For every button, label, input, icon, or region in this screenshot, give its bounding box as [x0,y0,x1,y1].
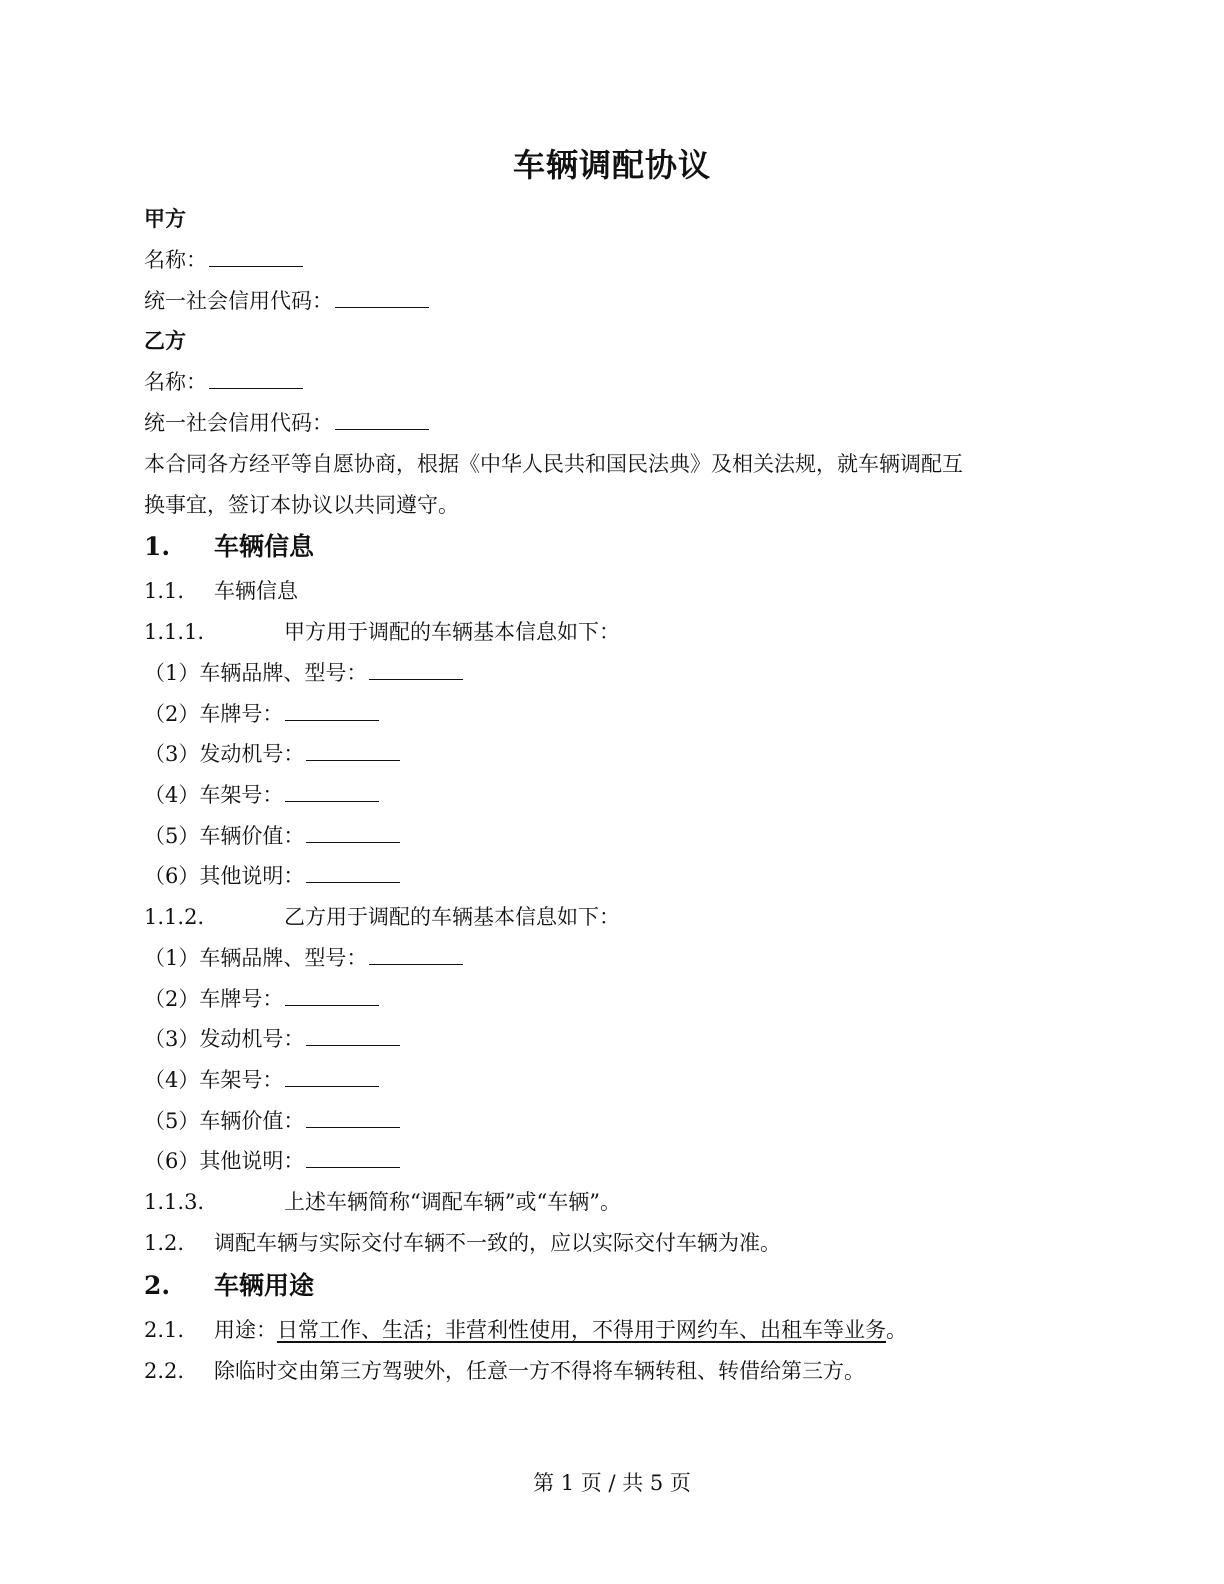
clause-1-1-number: 1.1. [144,579,185,603]
a-item-2 [144,699,379,729]
clause-1-1 [144,576,298,606]
section-2-number: 2. [144,1271,171,1300]
a-item-2-blank[interactable] [285,702,379,721]
b-item-3 [144,1024,400,1054]
b-item-1-blank[interactable] [369,946,463,965]
clause-1-1-3 [144,1187,621,1217]
b-item-6 [144,1146,400,1176]
b-item-2 [144,984,379,1014]
intro-line-1: 本合同各方经平等自愿协商，根据《中华人民共和国民法典》及相关法规，就车辆调配互 [144,452,963,476]
section-1-number: 1. [144,532,171,561]
b-item-4-blank[interactable] [285,1068,379,1087]
a-item-4-blank[interactable] [285,783,379,802]
a-item-2-label: （2）车牌号： [144,702,284,726]
clause-1-1-text: 车辆信息 [214,579,298,603]
document-title: 车辆调配协议 [512,146,711,184]
clause-1-1-3-text: 上述车辆简称“调配车辆”或“车辆”。 [284,1190,621,1214]
party-a-credit-blank[interactable] [335,289,429,308]
a-item-5 [144,821,400,851]
b-item-2-label: （2）车牌号： [144,987,284,1011]
party-a-name-blank[interactable] [209,248,303,267]
clause-2-1 [144,1315,907,1345]
b-item-3-blank[interactable] [306,1027,400,1046]
clause-2-2-text: 除临时交由第三方驾驶外，任意一方不得将车辆转租、转借给第三方。 [214,1359,865,1383]
clause-1-1-2 [144,902,620,932]
clause-2-2-number: 2.2. [144,1359,185,1383]
a-item-3-label: （3）发动机号： [144,742,305,766]
a-item-6-blank[interactable] [306,864,400,883]
b-item-4 [144,1065,379,1095]
b-item-6-blank[interactable] [306,1149,400,1168]
a-item-4 [144,780,379,810]
a-item-1-label: （1）车辆品牌、型号： [144,661,368,685]
a-item-4-label: （4）车架号： [144,783,284,807]
a-item-5-blank[interactable] [306,824,400,843]
b-item-5-label: （5）车辆价值： [144,1109,305,1133]
party-b-name-label: 名称： [144,370,207,394]
b-item-1 [144,943,463,973]
clause-1-2 [144,1228,781,1258]
a-item-1-blank[interactable] [369,661,463,680]
clause-1-1-1-number: 1.1.1. [144,620,205,644]
party-a-heading: 甲方 [144,206,186,231]
b-item-1-label: （1）车辆品牌、型号： [144,946,368,970]
a-item-3-blank[interactable] [306,742,400,761]
section-2-heading [144,1269,314,1303]
clause-1-2-text: 调配车辆与实际交付车辆不一致的，应以实际交付车辆为准。 [214,1231,781,1255]
a-item-6-label: （6）其他说明： [144,864,305,888]
clause-1-2-number: 1.2. [144,1231,185,1255]
party-a-credit-line [144,286,429,316]
party-b-name-line [144,367,303,397]
clause-1-1-3-number: 1.1.3. [144,1190,205,1214]
clause-2-1-number: 2.1. [144,1318,185,1342]
clause-2-1-usage-text: 日常工作、生活；非营利性使用，不得用于网约车、出租车等业务 [277,1318,886,1342]
clause-2-2 [144,1356,865,1386]
party-b-name-blank[interactable] [209,370,303,389]
party-b-credit-label: 统一社会信用代码： [144,411,333,435]
clause-1-1-1 [144,617,620,647]
clause-1-1-2-text: 乙方用于调配的车辆基本信息如下： [284,905,620,929]
a-item-3 [144,739,400,769]
b-item-2-blank[interactable] [285,987,379,1006]
a-item-1 [144,658,463,688]
section-1-title: 车辆信息 [214,532,315,561]
party-b-credit-line [144,408,429,438]
party-a-name-line [144,245,303,275]
party-a-name-label: 名称： [144,248,207,272]
party-b-credit-blank[interactable] [335,411,429,430]
b-item-5 [144,1106,400,1136]
party-a-credit-label: 统一社会信用代码： [144,289,333,313]
b-item-5-blank[interactable] [306,1109,400,1128]
b-item-4-label: （4）车架号： [144,1068,284,1092]
party-b-heading: 乙方 [144,328,186,353]
b-item-3-label: （3）发动机号： [144,1027,305,1051]
page-footer: 第 1 页 / 共 5 页 [533,1471,691,1495]
section-2-title: 车辆用途 [214,1271,315,1300]
a-item-6 [144,861,400,891]
a-item-5-label: （5）车辆价值： [144,824,305,848]
clause-1-1-2-number: 1.1.2. [144,905,205,929]
b-item-6-label: （6）其他说明： [144,1149,305,1173]
clause-1-1-1-text: 甲方用于调配的车辆基本信息如下： [284,620,620,644]
clause-2-1-label: 用途： [214,1318,277,1342]
section-1-heading [144,530,314,564]
intro-line-2: 换事宜，签订本协议以共同遵守。 [144,493,459,517]
clause-2-1-end: 。 [886,1318,907,1342]
